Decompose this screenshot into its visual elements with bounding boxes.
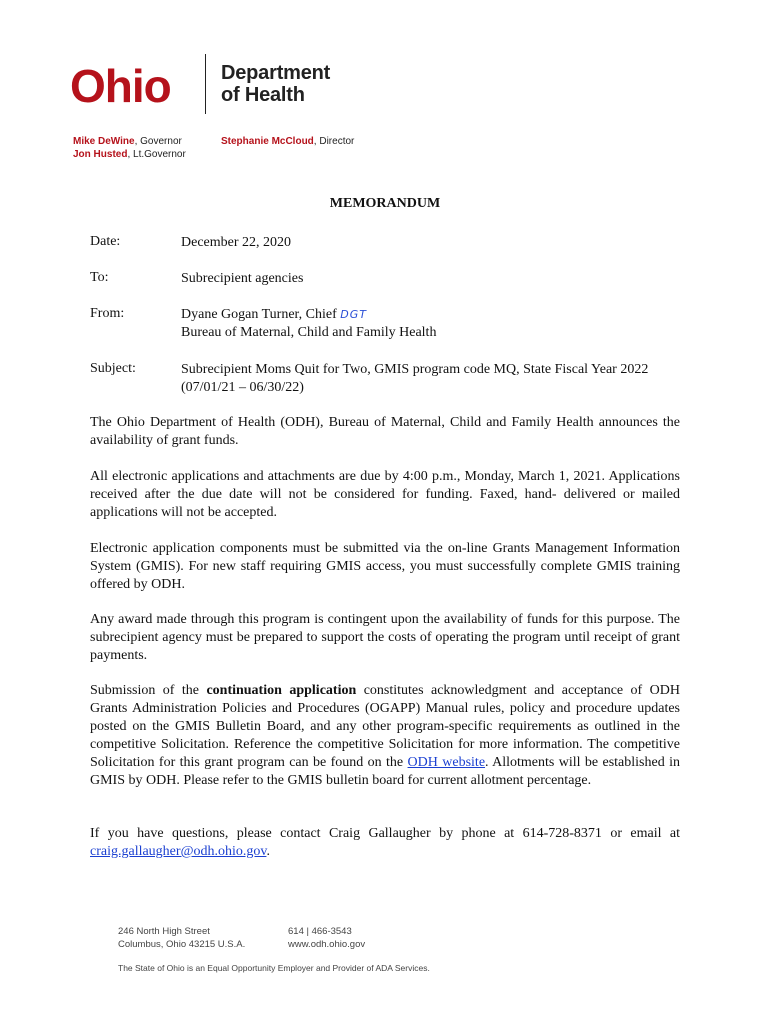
governor-title: , Governor [134,136,182,147]
continuation-application-bold: continuation application [206,683,357,698]
from-bureau: Bureau of Maternal, Child and Family Health [181,325,437,340]
director-title: , Director [313,136,355,147]
footer-contact [288,925,365,951]
dept-line-2: of Health [221,84,305,106]
from-name: Dyane Gogan Turner, Chief [181,307,337,322]
date-value: December 22, 2020 [181,235,292,250]
to-label: To: [90,270,109,285]
governor-name: Mike DeWine [73,136,135,147]
p6-text-b: . [266,844,270,859]
odh-website-link[interactable]: ODH website [407,755,486,770]
letterhead-divider [205,54,206,114]
paragraph-3: Electronic application components must be submitted via the on-line Grants Management Information System (GMIS). For new staff requiring GMIS access, you must successfully complete GMIS training offered by ODH. [90,541,680,592]
footer-eeo-statement: The State of Ohio is an Equal Opportunity Employer and Provider of ADA Services. [118,963,430,973]
date-label: Date: [90,234,121,249]
subject-label: Subject: [90,361,136,376]
address-line-1: 246 North High Street [118,926,210,937]
signature-initials: DGT [340,308,367,321]
lt-governor-title: , Lt.Governor [127,149,186,160]
svg-text:Ohio: Ohio [70,60,171,112]
footer-website[interactable]: www.odh.ohio.gov [288,939,366,950]
paragraph-4: Any award made through this program is contingent upon the availability of funds for this purpose. The subrecipient agency must be prepared to support the costs of operating the program until receipt of grant payments. [90,612,680,663]
address-line-2: Columbus, Ohio 43215 U.S.A. [118,939,246,950]
governors-block [73,135,186,161]
director-name: Stephanie McCloud [221,136,314,147]
p5-text-c: . Allotments will be established in GMIS by ODH. Please refer to the GMIS bulletin board for current allotment percentage. [90,755,680,788]
p6-text-a: If you have questions, please contact Craig Gallaugher by phone at 614-728-8371 or email at [90,826,680,841]
paragraph-1: The Ohio Department of Health (ODH), Bureau of Maternal, Child and Family Health announces the availability of grant funds. [90,415,680,448]
p5-text-b: constitutes acknowledgment and acceptance of ODH Grants Administration Policies and Procedures (OGAPP) Manual rules, policy and procedure updates posted on the GMIS Bulletin Board, and any other program-specific requirements as outlined in the competitive Solicitation. Reference the competitive Solicitation for more information. The competitive Solicitation for this grant program can be found on the [90,683,680,770]
dept-line-1: Department [221,62,331,84]
footer-address [118,925,245,951]
memo-title: MEMORANDUM [329,196,441,211]
p5-text-a: Submission of the [90,683,207,698]
department-name [221,62,330,106]
from-label: From: [90,306,125,321]
email-link[interactable]: craig.gallaugher@odh.ohio.gov [90,844,267,859]
paragraph-2: All electronic applications and attachments are due by 4:00 p.m., Monday, March 1, 2021. Applications received after the due date will not be considered for funding. Faxed, hand- delivered or mailed applications will not be accepted. [90,469,680,520]
to-value: Subrecipient agencies [181,271,304,286]
ohio-logo [70,60,192,114]
from-value [181,306,671,342]
paragraph-5 [90,682,680,790]
director-block [221,135,354,148]
subject-value: Subrecipient Moms Quit for Two, GMIS program code MQ, State Fiscal Year 2022 (07/01/21 – 06/30/22) [181,362,649,395]
paragraph-6 [90,825,680,861]
footer-phone: 614 | 466-3543 [288,926,352,937]
lt-governor-name: Jon Husted [73,149,128,160]
